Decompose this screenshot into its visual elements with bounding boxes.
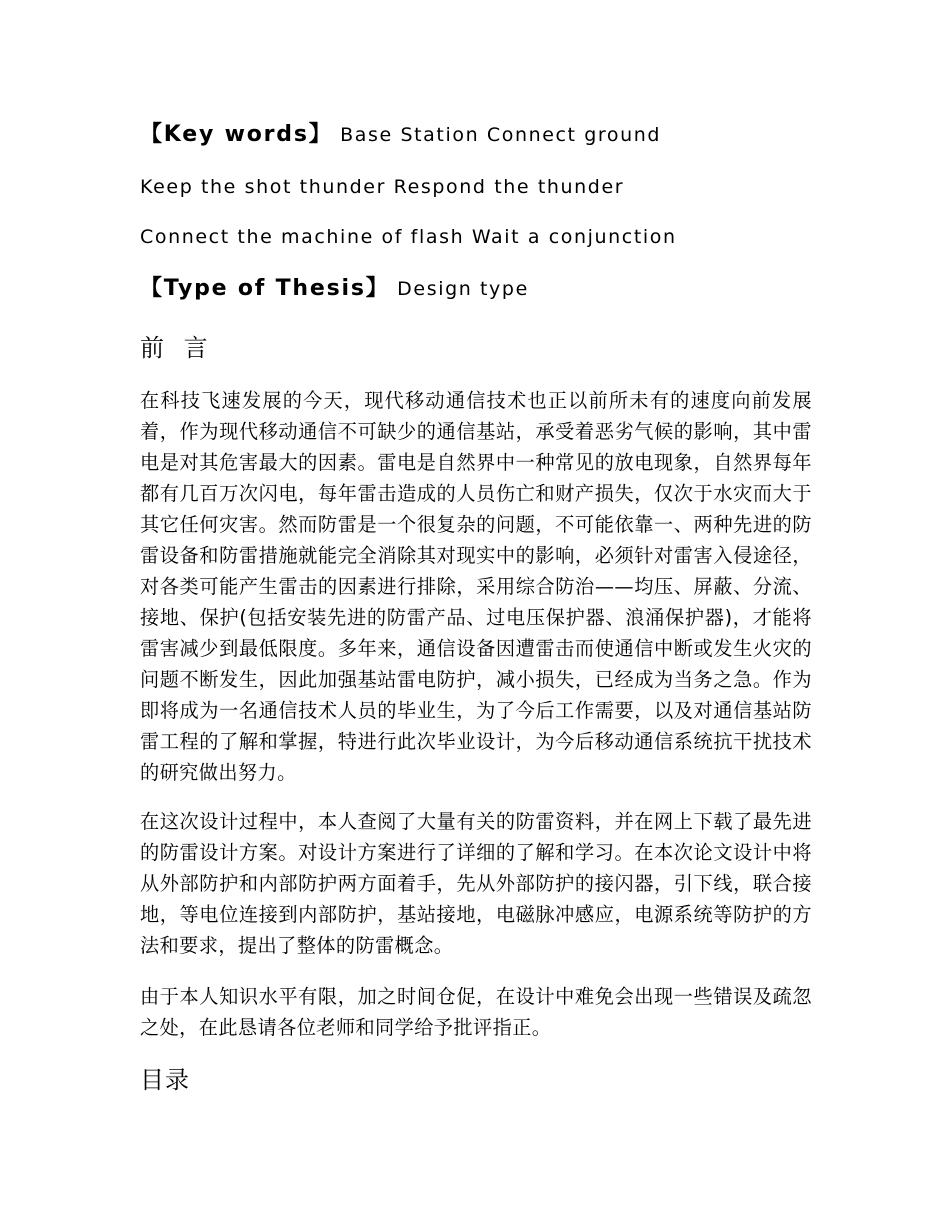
toc-heading: 目录 [140,1066,190,1094]
preface-paragraph-2: 在这次设计过程中，本人查阅了大量有关的防雷资料，并在网上下载了最先进的防雷设计方案。对设计方案进行了详细的了解和学习。在本次论文设计中将从外部防护和内部防护两方面着手，先从外部防护的接闪器，引下线，联合接地，等电位连接到内部防护，基站接地，电磁脉冲感应，电源系统等防护的方法和要求，提出了整体的防雷概念。 [140,810,812,957]
keywords-line-2: Keep the shot thunder Respond the thunder [140,176,625,198]
keywords-line-3: Connect the machine of flash Wait a conjunction [140,226,677,248]
preface-paragraph-3: 由于本人知识水平有限，加之时间仓促，在设计中难免会出现一些错误及疏忽之处，在此恳请各位老师和同学给予批评指正。 [140,985,812,1039]
keywords-line-1 [140,122,661,148]
keywords-label: 【Key words】 [140,122,333,147]
thesis-type-value: Design type [397,278,529,300]
preface-heading: 前 言 [140,334,214,362]
preface-paragraph-1: 在科技飞速发展的今天，现代移动通信技术也正以前所未有的速度向前发展着，作为现代移动通信不可缺少的通信基站，承受着恶劣气候的影响，其中雷电是对其危害最大的因素。雷电是自然界中一种常见的放电现象，自然界每年都有几百万次闪电，每年雷击造成的人员伤亡和财产损失，仅次于水灾而大于其它任何灾害。然而防雷是一个很复杂的问题，不可能依靠一、两种先进的防雷设备和防雷措施就能完全消除其对现实中的影响，必须针对雷害入侵途径，对各类可能产生雷击的因素进行排除，采用综合防治——均压、屏蔽、分流、接地、保护(包括安装先进的防雷产品、过电压保护器、浪涌保护器)，才能将雷害减少到最低限度。多年来，通信设备因遭雷击而使通信中断或发生火灾的问题不断发生，因此加强基站雷电防护，减小损失，已经成为当务之急。作为即将成为一名通信技术人员的毕业生，为了今后工作需要，以及对通信基站防雷工程的了解和掌握，特进行此次毕业设计，为今后移动通信系统抗干扰技术的研究做出努力。 [140,389,812,784]
keywords-text-1: Base Station Connect ground [340,124,662,146]
thesis-type-line [140,276,529,302]
thesis-type-label: 【Type of Thesis】 [140,276,390,301]
